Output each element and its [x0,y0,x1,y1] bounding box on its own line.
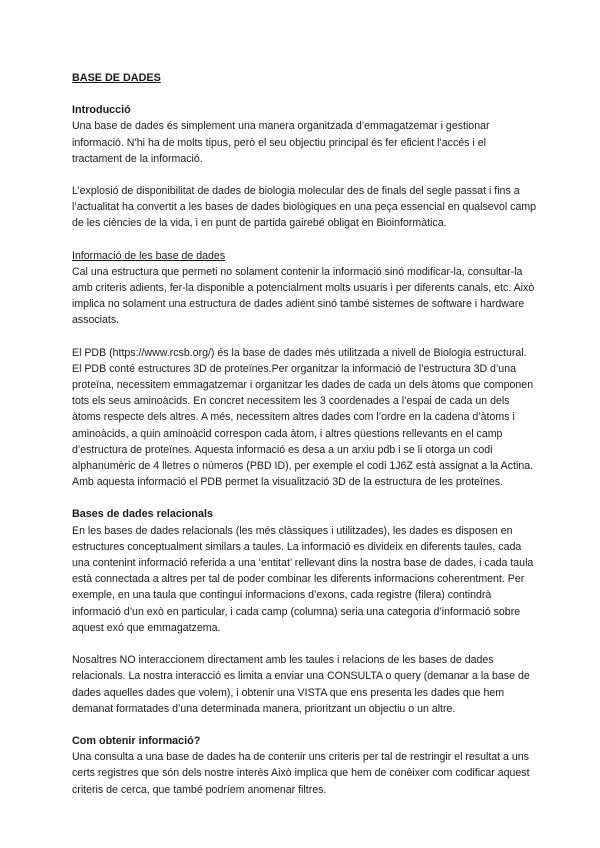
intro-paragraph-2: L’explosió de disponibilitat de dades de biologia molecular des de finals del segle passat i fins a l’actualitat ha convertit a les bases de dades biològiques en una peça essencial en qualsevol camp de les ciències de la vida, i en punt de partida gairebé obligat en Bioinformàtica. [72,185,537,230]
info-paragraph-2: El PDB (https://www.rcsb.org/) és la base de dades més utilitzada a nivell de Biologia estructural. El PDB conté estructures 3D de proteïnes.Per organitzar la informació de l’estructura 3D d’una proteïna, necessitem emmagatzemar i organitzar les dades de cada un dels àtoms que componen tots els seus aminoàcids. En concret necessitem les 3 coordenades a l’espai de cada un dels àtoms respecte dels altres. A més, necessitem altres dades com l’ordre en la cadena d’àtoms i aminoàcids, a quin aminoàcid correspon cada àtom, i altres qüestions rellevants en el camp d’estructura de proteïnes. Aquesta informació es desa a un arxiu pdb i se li otorga un codi alphanumèric de 4 lletres o números (PBD ID), per exemple el codi 1J6Z està assignat a la Actina. Amb aquesta informació el PDB permet la visualització 3D de la estructura de les proteïnes. [72,346,534,489]
document-title: BASE DE DADES [72,72,161,84]
intro-paragraph-1: Una base de dades és simplement una manera organitzada d’emmagatzemar i gestionar informació. N’hi ha de molts tipus, però el seu objectiu principal és fer eficient l’accés i el tractament de la informació. [72,120,490,165]
query-paragraph-1: Una consulta a una base de dades ha de contenir uns criteris per tal de restringir el resultat a uns certs registres que són dels nostre interès Això implica que hem de conèixer com codificar aquest criteris de cerca, que també podríem anomenar filtres. [72,751,530,796]
document-page [72,70,538,798]
info-paragraph-1: Cal una estructura que permeti no solament contenir la informació sinó modificar-la, consultar-la amb criteris adients, fer-la disponible a potencialment molts usuaris i per diferents canals, etc. Això implica no solament una estructura de dades adient sinó també sistemes de software i hardware associats. [72,265,535,327]
info-heading: Informació de les base de dades [72,249,226,262]
relational-paragraph-2: Nosaltres NO interaccionem directament amb les taules i relacions de les bases de dades relacionals. La nostra interacció es limita a enviar una CONSULTA o query (demanar a la base de dades aquelles dades que volem), i obtenir una VISTA que ens presenta les dades que hem demanat formatades d’una determinada manera, prioritzant un objectiu o un altre. [72,654,530,715]
relational-paragraph-1: En les bases de dades relacionals (les més clàssiques i utilitzades), les dades es disposen en estructures conceptualment similars a taules. La informació es divideix en diferents taules, cada una contenint informació referida a una ‘entitat’ rellevant dins la nostra base de dades, i cada taula està connectada a altres per tal de poder combinar les diferents informacions coherentment. Per exemple, en una taula que contingui informacions d’exons, cada registre (filera) contindrà informació d’un exò en particular, i cada camp (columna) seria una categoria d’informació sobre aquest exó que emmagatzema. [72,524,534,634]
query-heading: Com obtenir informació? [72,734,201,747]
relational-heading: Bases de dades relacionals [72,508,214,521]
intro-heading: Introducció [72,104,131,117]
